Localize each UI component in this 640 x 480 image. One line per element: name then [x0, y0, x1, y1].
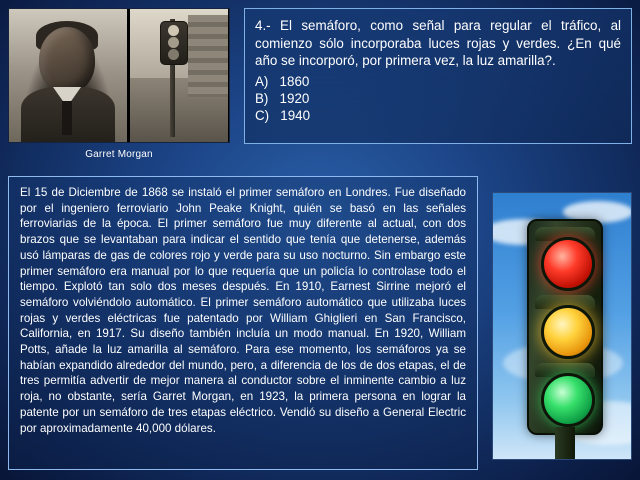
question-text: 4.- El semáforo, como señal para regular el tráfico, al comienzo sólo incorporaba luces rojas y verdes. ¿En qué año se incorporó, por primera vez, la luz amarilla?. — [255, 18, 621, 69]
garret-morgan-portrait-image — [9, 9, 127, 142]
question-box — [244, 8, 632, 144]
slide-top-row — [8, 8, 632, 168]
yellow-light-icon — [541, 305, 595, 359]
history-text-panel — [8, 176, 478, 470]
photo-block — [8, 8, 230, 168]
portrait-head — [39, 27, 95, 93]
street-building — [188, 15, 228, 97]
green-light-icon — [541, 373, 595, 427]
option-c[interactable]: C) 1940 — [255, 108, 311, 124]
vintage-street-signal-image — [130, 9, 228, 142]
photo-group — [8, 8, 230, 143]
traffic-light-image — [492, 192, 632, 460]
question-options — [255, 73, 621, 124]
street-signal-lamp-icon — [160, 21, 188, 65]
option-b[interactable]: B) 1920 — [255, 91, 310, 107]
signal-post — [555, 427, 575, 460]
photo-caption: Garret Morgan — [85, 149, 153, 160]
history-text: El 15 de Diciembre de 1868 se instaló el primer semáforo en Londres. Fue diseñado por el ingeniero ferroviario John Peake Knight, quién se basó en las señales ferroviarias de la época. El primer semáforo fue muy diferente al actual, con dos brazos que se levantaban para indicar el sentido que tenía que detenerse, además usó lámparas de gas de colores rojo y verde para su uso nocturno. Sin embargo este primer semáforo era manual por lo que requería que un policía lo controlase todo el tiempo. Explotó tan solo dos meses después. En 1910, Earnest Sirrine mejoró el semáforo volviéndolo automático. El primer semáforo automático que utilizaba luces rojas y verdes eléctricas fue patentado por William Ghiglieri en San Francisco, California, en 1917. Su diseño también incluía un modo manual. En 1920, William Potts, añade la luz amarilla al semáforo. Para ese momento, los semáforos ya se habían expandido alrededor del mundo, pero, a diferencia de los de dos etapas, el de tres permitía advertir de mejor manera al conductor sobre el inminente cambio a luz roja, no obstante, sería Garret Morgan, en 1923, la primera persona en lograr la patente por un semáforo de tres etapas eléctrico. Vendió su diseño a General Electric por aproximadamente 40,000 dólares. — [20, 186, 466, 435]
portrait-tie — [62, 101, 72, 135]
traffic-signal-housing — [527, 219, 603, 435]
street-lamp-bottom — [168, 49, 179, 60]
red-light-icon — [541, 237, 595, 291]
option-a[interactable]: A) 1860 — [255, 74, 310, 90]
street-lamp-top — [168, 25, 179, 36]
street-lamp-middle — [168, 37, 179, 48]
